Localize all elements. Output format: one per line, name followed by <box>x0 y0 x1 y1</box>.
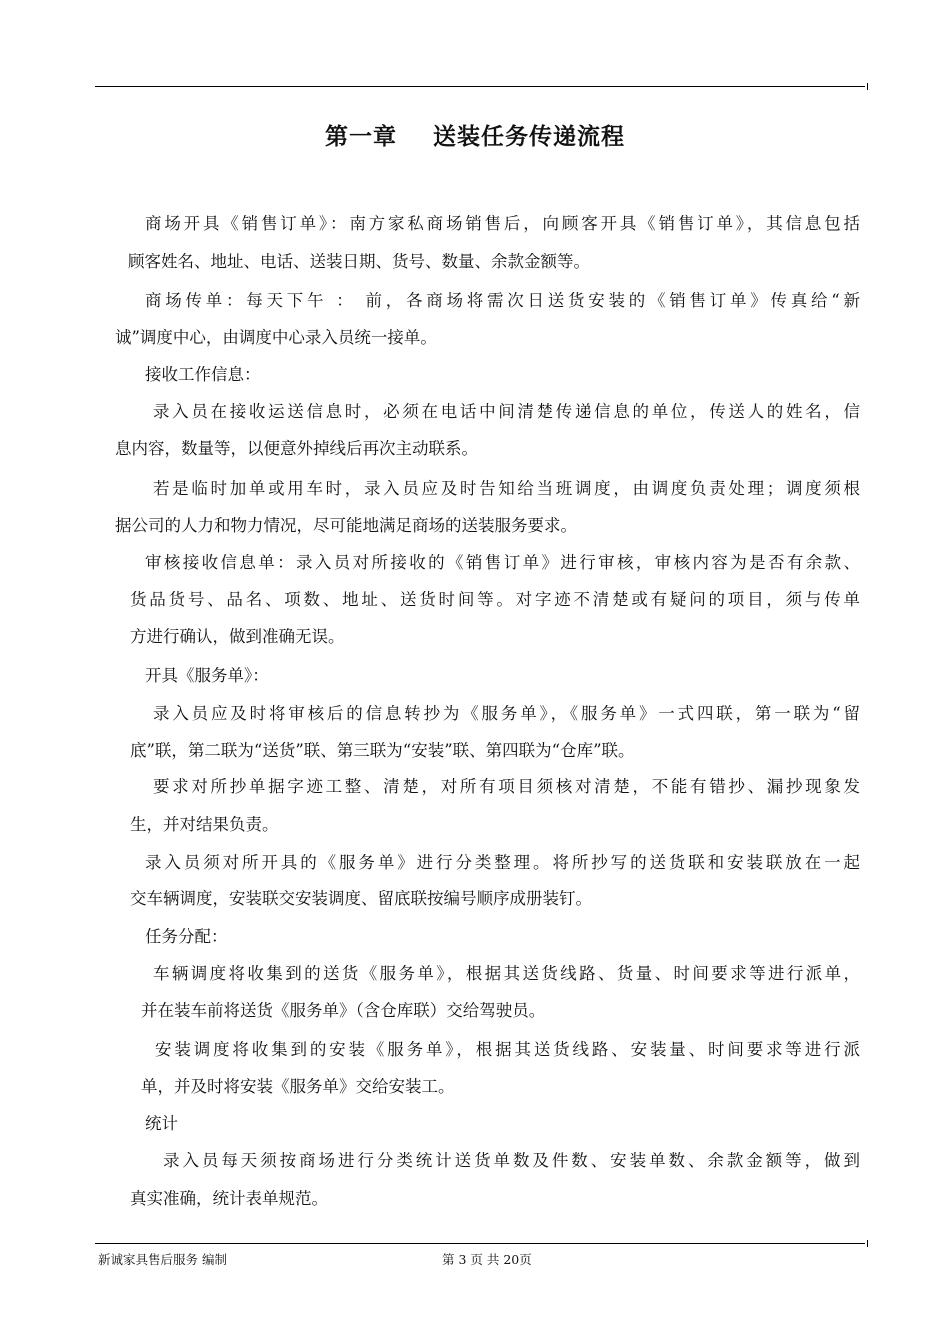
chapter-title: 第一章 送装任务传递流程 <box>324 124 626 150</box>
footer-page-number: 第 3 页 共 20页 <box>442 1252 532 1267</box>
p9-line1: 要求对所抄单据字迹工整、清楚，对所有项目须核对清楚，不能有错抄、漏抄现象发 <box>153 777 860 796</box>
p4-line2: 息内容，数量等，以便意外掉线后再次主动联系。 <box>115 439 478 458</box>
p8-line1: 录入员应及时将审核后的信息转抄为《服务单》，《服务单》一式四联，第一联为“留 <box>153 704 860 723</box>
p11-line1: 任务分配： <box>145 927 228 946</box>
p12-line1: 车辆调度将收集到的送货《服务单》，根据其送货线路、货量、时间要求等进行派单， <box>153 964 860 983</box>
p7-line1: 开具《服务单》： <box>145 666 269 685</box>
p13-line1: 安装调度将收集到的安装《服务单》，根据其送货线路、安装量、时间要求等进行派 <box>155 1040 860 1059</box>
p6-line3: 方进行确认，做到准确无误。 <box>130 627 345 646</box>
p8-line2: 底”联，第二联为“送货”联、第三联为“安装”联、第四联为“仓库”联。 <box>130 741 635 760</box>
p6-line1: 审核接收信息单：录入员对所接收的《销售订单》进行审核，审核内容为是否有余款、 <box>145 553 860 572</box>
p6-line2: 货品货号、品名、项数、地址、送货时间等。对字迹不清楚或有疑问的项目，须与传单 <box>130 590 860 609</box>
p13-line2: 单，并及时将安装《服务单》交给安装工。 <box>141 1077 455 1096</box>
footer-rule <box>95 1243 865 1244</box>
p4-line1: 录入员在接收运送信息时，必须在电话中间清楚传递信息的单位，传送人的姓名，信 <box>153 402 860 421</box>
p12-line2: 并在装车前将送货《服务单》（含仓库联）交给驾驶员。 <box>141 1001 546 1020</box>
p1-line1: 商场开具《销售订单》：南方家私商场销售后，向顾客开具《销售订单》，其信息包括 <box>145 214 860 233</box>
p10-line1: 录入员须对所开具的《服务单》进行分类整理。将所抄写的送货联和安装联放在一起 <box>145 853 860 872</box>
p1-line2: 顾客姓名、地址、电话、送装日期、货号、数量、余款金额等。 <box>128 252 590 271</box>
p14-line1: 统计 <box>145 1114 178 1133</box>
p15-line1: 录入员每天须按商场进行分类统计送货单数及件数、安装单数、余款金额等，做到 <box>163 1151 860 1170</box>
p10-line2: 交车辆调度，安装联交安装调度、留底联按编号顺序成册装钉。 <box>130 889 592 908</box>
p2-line1: 商场传单：每天下午 ： 前，各商场将需次日送货安装的《销售订单》传真给“新 <box>145 291 860 310</box>
p9-line2: 生，并对结果负责。 <box>130 815 279 834</box>
footer-editor: 新诚家具售后服务 编制 <box>98 1252 227 1267</box>
p5-line2: 据公司的人力和物力情况，尽可能地满足商场的送装服务要求。 <box>115 516 577 535</box>
p15-line2: 真实准确，统计表单规范。 <box>130 1189 328 1208</box>
p2-line2: 诚”调度中心，由调度中心录入员统一接单。 <box>115 328 437 347</box>
p3-line1: 接收工作信息： <box>145 365 261 384</box>
header-rule <box>95 86 865 87</box>
p5-line1: 若是临时加单或用车时，录入员应及时告知给当班调度，由调度负责处理；调度须根 <box>153 479 860 498</box>
